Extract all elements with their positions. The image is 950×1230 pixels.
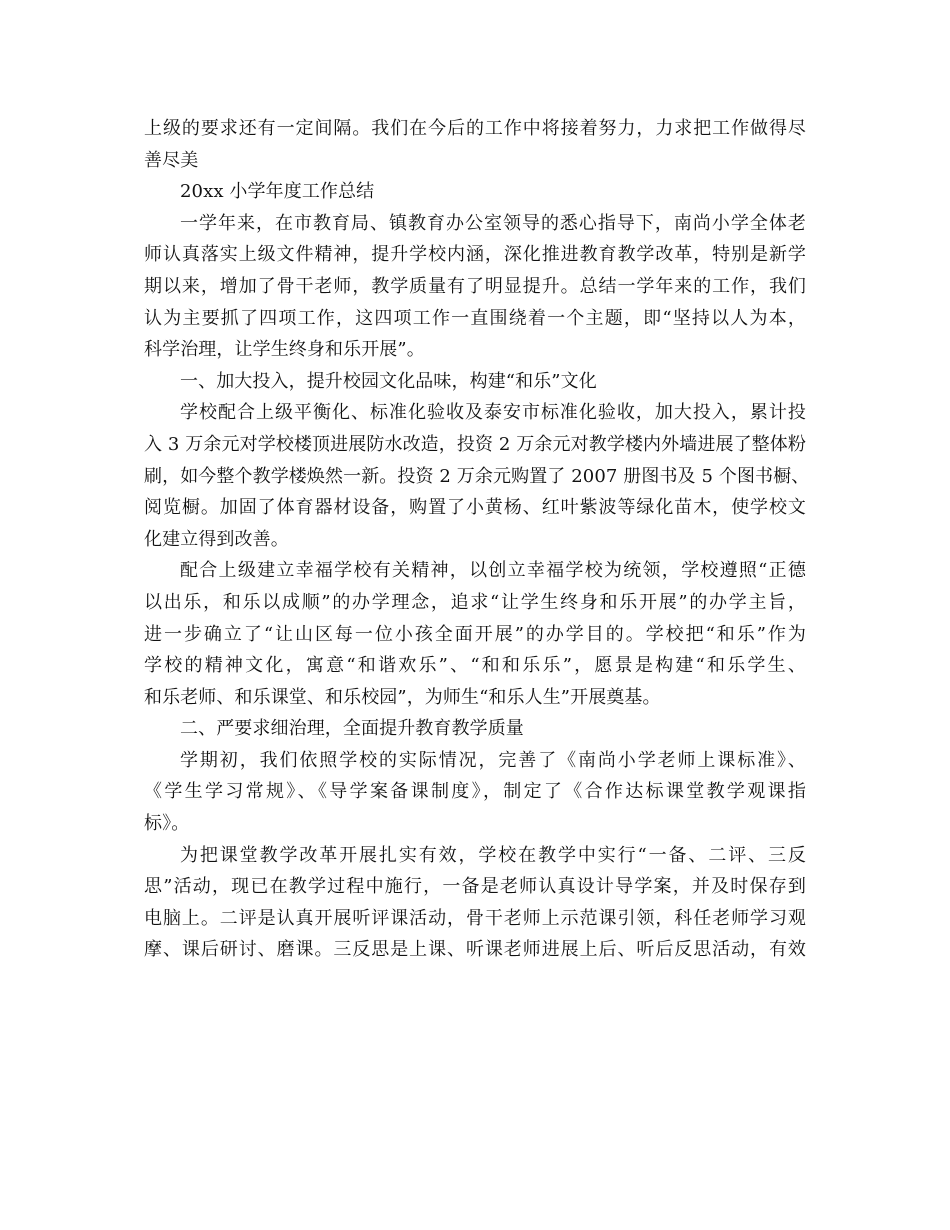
text-line: 一学年来，在市教育局、镇教育办公室领导的悉心指导下，南尚小学全体老 <box>180 212 806 234</box>
text-line: 善尽美 <box>144 149 199 171</box>
text-line: 标》。 <box>144 813 190 835</box>
text-line: 《学生学习常规》、《导学案备课制度》，制定了《合作达标课堂教学观课指 <box>144 781 806 803</box>
text-line: 上级的要求还有一定间隔。我们在今后的工作中将接着努力，力求把工作做得尽 <box>144 118 806 139</box>
text-line: 摩、课后研讨、磨课。三反思是上课、听课老师进展上后、听后反思活动，有效 <box>144 939 806 961</box>
text-line: 期以来，增加了骨干老师，教学质量有了明显提升。总结一学年来的工作，我们 <box>144 275 806 297</box>
text-line: 为把课堂教学改革开展扎实有效，学校在教学中实行“一备、二评、三反 <box>180 844 806 866</box>
text-line: 学校的精神文化，寓意“和谐欢乐”、“和和乐乐”，愿景是构建“和乐学生、 <box>144 655 806 677</box>
text-line: 配合上级建立幸福学校有关精神，以创立幸福学校为统领，学校遵照“正德 <box>180 560 806 582</box>
text-line: 和乐老师、和乐课堂、和乐校园”，为师生“和乐人生”开展奠基。 <box>144 686 661 708</box>
text-line: 认为主要抓了四项工作，这四项工作一直围绕着一个主题，即“坚持以人为本， <box>144 307 806 329</box>
document-page <box>144 113 810 966</box>
text-line: 科学治理，让学生终身和乐开展”。 <box>144 339 425 361</box>
text-line: 阅览橱。加固了体育器材设备，购置了小黄杨、红叶紫波等绿化苗木，使学校文 <box>144 497 806 519</box>
text-line: 以出乐，和乐以成顺”的办学理念，追求“让学生终身和乐开展”的办学主旨， <box>144 591 806 613</box>
text-line: 一、加大投入，提升校园文化品味，构建“和乐”文化 <box>180 370 597 392</box>
text-line: 学校配合上级平衡化、标准化验收及泰安市标准化验收，加大投入，累计投 <box>180 402 806 424</box>
text-line: 进一步确立了“让山区每一位小孩全面开展”的办学目的。学校把“和乐”作为 <box>144 623 806 645</box>
text-line: 学期初，我们依照学校的实际情况，完善了《南尚小学老师上课标准》、 <box>180 749 806 771</box>
text-line: 入 3 万余元对学校楼顶进展防水改造，投资 2 万余元对教学楼内外墙进展了整体粉 <box>144 433 806 455</box>
text-line: 电脑上。二评是认真开展听评课活动，骨干老师上示范课引领，科任老师学习观 <box>144 907 806 929</box>
text-line: 二、严要求细治理，全面提升教育教学质量 <box>180 718 524 740</box>
text-line: 思”活动，现已在教学过程中施行，一备是老师认真设计导学案，并及时保存到 <box>144 876 806 898</box>
text-line: 刷，如今整个教学楼焕然一新。投资 2 万余元购置了 2007 册图书及 5 个图书橱、 <box>144 465 810 487</box>
text-line: 化建立得到改善。 <box>144 528 289 550</box>
text-line: 师认真落实上级文件精神，提升学校内涵，深化推进教育教学改革，特别是新学 <box>144 244 806 266</box>
text-line: 20xx 小学年度工作总结 <box>180 181 375 203</box>
